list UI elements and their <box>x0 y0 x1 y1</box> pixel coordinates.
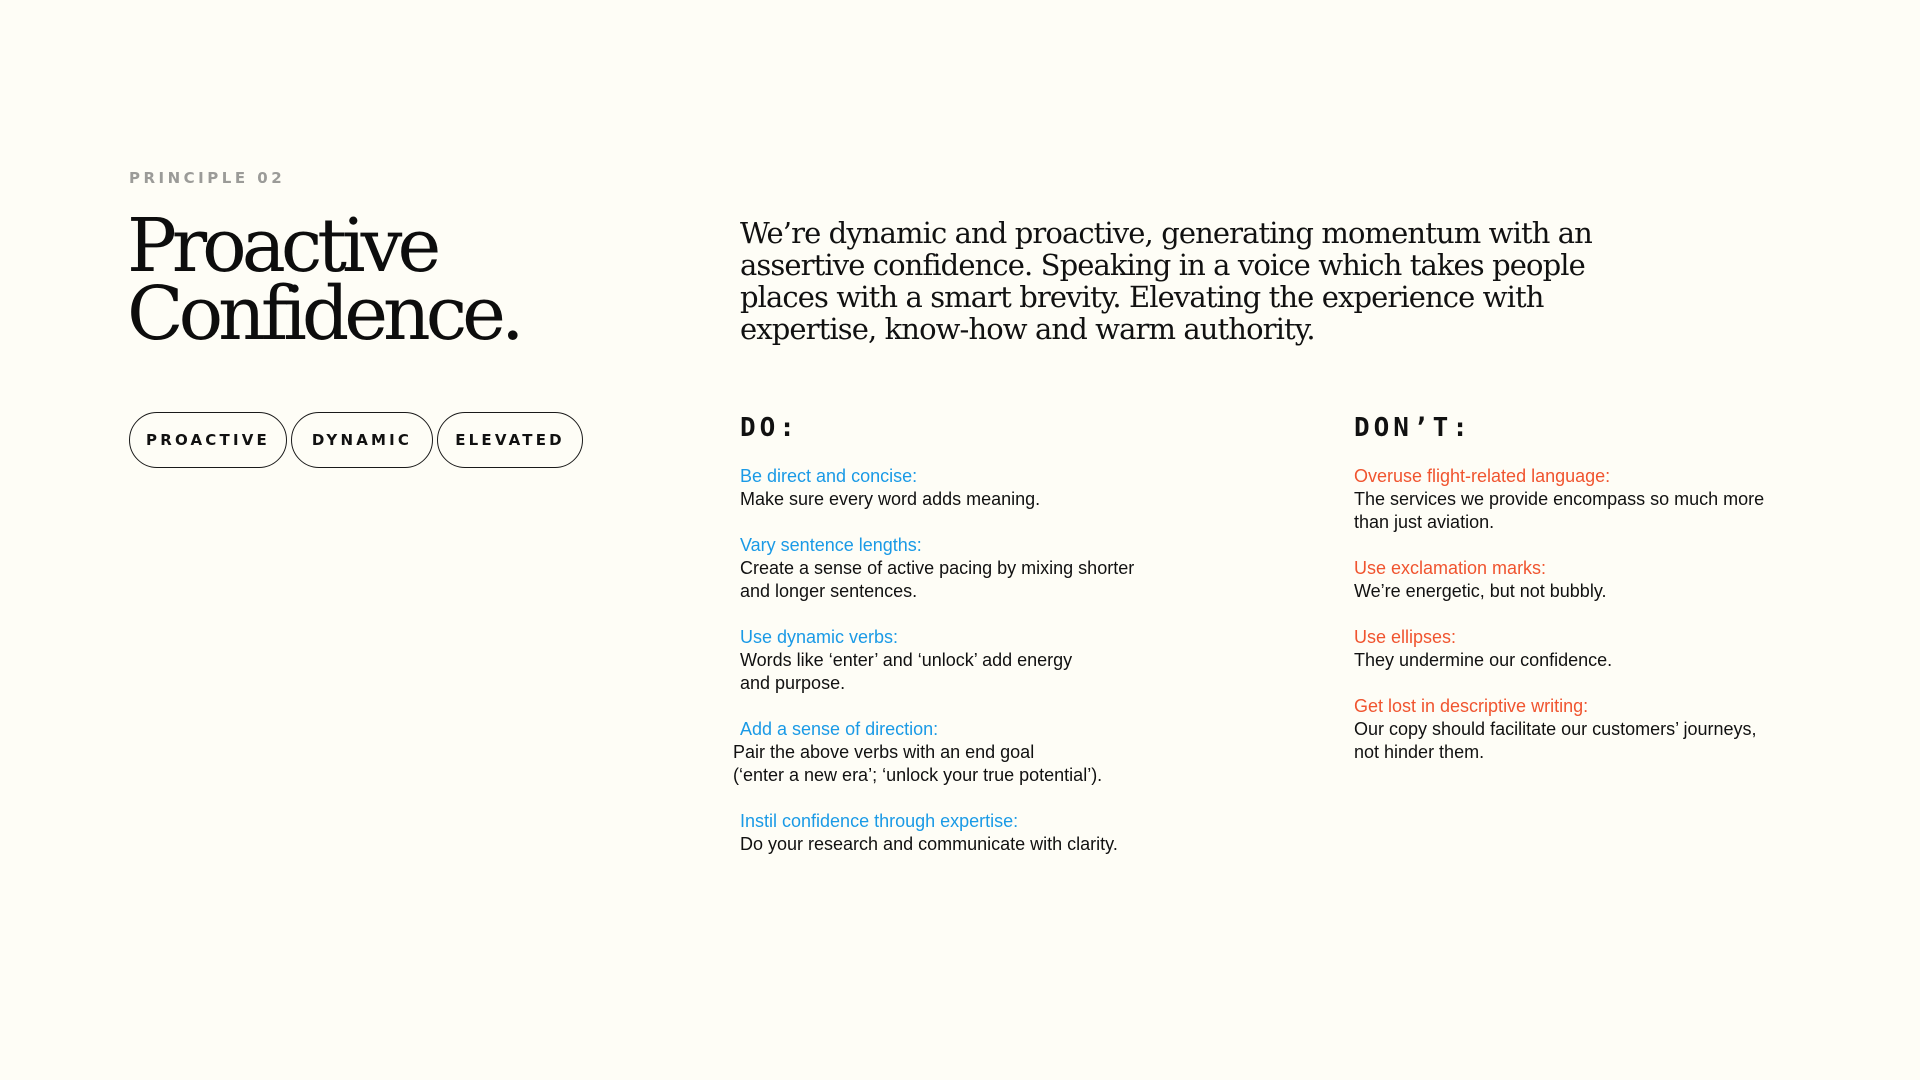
do-item-head: Instil confidence through expertise: <box>740 811 1019 831</box>
dont-item <box>1354 695 1874 764</box>
intro-paragraph: We’re dynamic and proactive, generating momentum with an assertive confidence. Speaking in a voice which takes people places with a smart brevity. Elevating the experience with expertise, know-how and warm authority. <box>740 216 1592 346</box>
dont-item-head: Use exclamation marks: <box>1354 558 1547 578</box>
dont-item-body: We’re energetic, but not bubbly. <box>1354 581 1607 601</box>
title-line-1: Proactive <box>127 203 437 289</box>
dont-item-body: Our copy should facilitate our customers’ journeys, not hinder them. <box>1354 719 1757 762</box>
tag-group <box>129 412 583 468</box>
dont-item-head: Use ellipses: <box>1354 627 1457 647</box>
do-item-body: Words like ‘enter’ and ‘unlock’ add energy and purpose. <box>740 650 1073 693</box>
dont-item-head: Get lost in descriptive writing: <box>1354 696 1589 716</box>
do-column <box>733 413 1300 879</box>
do-item-head: Be direct and concise: <box>740 466 918 486</box>
do-item <box>740 810 1300 856</box>
dont-column <box>1354 413 1874 787</box>
dont-item-body: The services we provide encompass so much more than just aviation. <box>1354 489 1765 532</box>
dont-item-head: Overuse flight-related language: <box>1354 466 1611 486</box>
do-item-head: Add a sense of direction: <box>740 719 939 739</box>
do-heading: DO: <box>740 413 799 443</box>
do-item <box>740 534 1300 603</box>
do-item-body: Create a sense of active pacing by mixing shorter and longer sentences. <box>740 558 1135 601</box>
do-item <box>740 626 1300 695</box>
do-item-head: Vary sentence lengths: <box>740 535 922 555</box>
dont-heading: DON’T: <box>1354 413 1472 443</box>
dont-item-body: They undermine our confidence. <box>1354 650 1613 670</box>
tag-elevated[interactable]: ELEVATED <box>437 412 583 468</box>
do-item-head: Use dynamic verbs: <box>740 627 899 647</box>
principle-eyebrow: PRINCIPLE 02 <box>129 169 286 187</box>
page-title <box>127 203 520 357</box>
dont-item <box>1354 626 1874 672</box>
tag-proactive[interactable]: PROACTIVE <box>129 412 287 468</box>
do-item-body: Make sure every word adds meaning. <box>740 489 1041 509</box>
title-line-2: Confidence. <box>127 271 520 357</box>
tag-dynamic[interactable]: DYNAMIC <box>291 412 433 468</box>
do-item <box>733 718 1300 787</box>
dont-item <box>1354 557 1874 603</box>
do-item-body: Pair the above verbs with an end goal (‘enter a new era’; ‘unlock your true potential’). <box>733 742 1103 785</box>
dont-item <box>1354 465 1874 534</box>
do-item-body: Do your research and communicate with clarity. <box>740 834 1118 854</box>
do-item <box>740 465 1300 511</box>
